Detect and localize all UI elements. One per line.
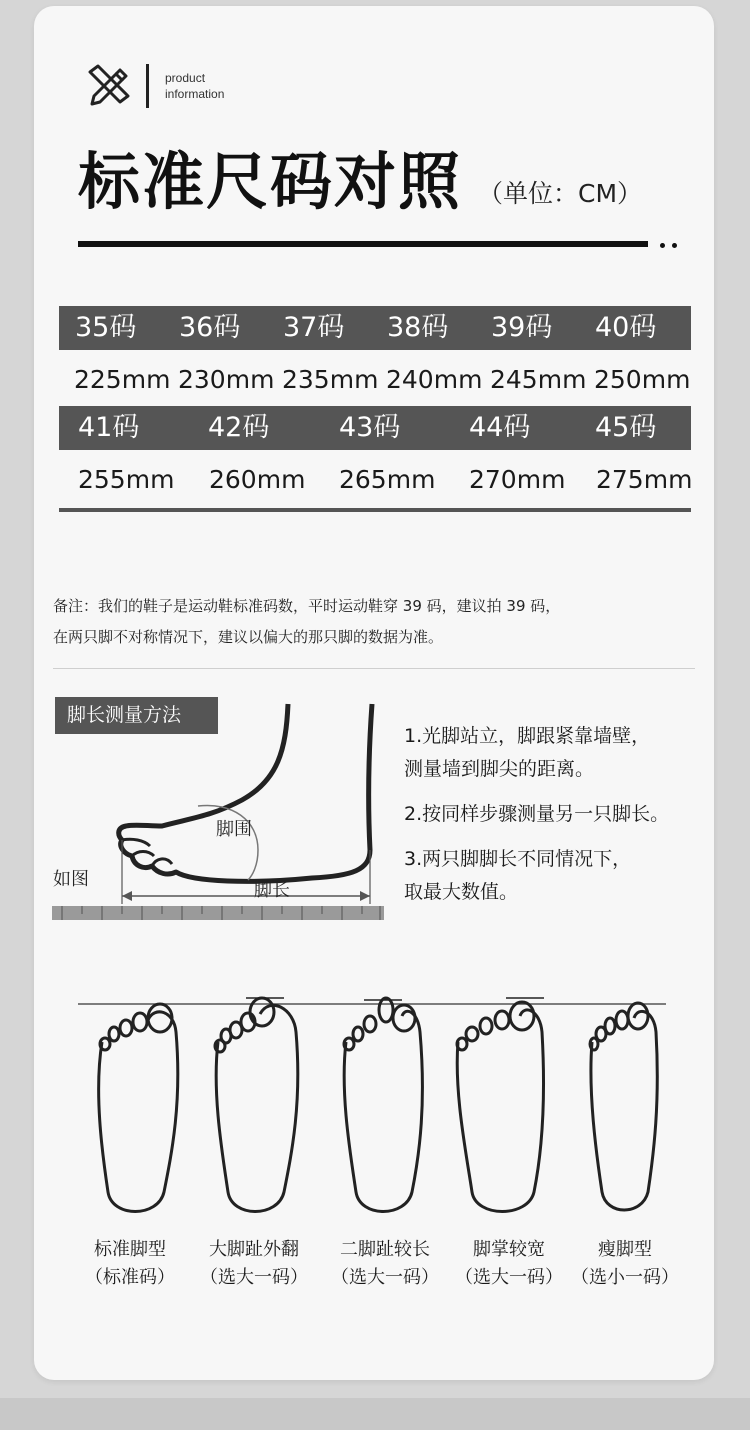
- foot-type-name: 二脚趾较长: [340, 1239, 430, 1260]
- size-cell: 45码: [595, 412, 657, 443]
- foot-slim: [590, 1003, 657, 1210]
- brand-line-2: information: [165, 87, 225, 101]
- title-underline: [78, 241, 648, 247]
- brand-line-1: product: [165, 71, 206, 85]
- foot-type-name: 大脚趾外翻: [209, 1239, 299, 1260]
- foot-standard: [99, 1004, 178, 1212]
- bottom-strip: [0, 1398, 750, 1430]
- mm-cell: 260mm: [209, 465, 306, 494]
- step-text: 2.按同样步骤测量另一只脚长。: [404, 803, 670, 825]
- foot-types-illustration: [78, 992, 668, 1224]
- measure-steps: [404, 720, 669, 921]
- length-label: 脚长: [254, 880, 290, 901]
- mm-cell: 270mm: [469, 465, 566, 494]
- foot-type-advice: （选大一码）: [455, 1267, 563, 1288]
- size-cell: 41码: [78, 412, 140, 443]
- mm-cell: 235mm: [282, 365, 379, 394]
- foot-type-label: [189, 1236, 319, 1292]
- size-cell: 38码: [387, 312, 449, 343]
- size-cell: 36码: [179, 312, 241, 343]
- mm-cell: 240mm: [386, 365, 483, 394]
- foot-type-advice: （选大一码）: [200, 1267, 308, 1288]
- size-cell: 44码: [469, 412, 531, 443]
- foot-type-advice: （选小一码）: [571, 1267, 679, 1288]
- size-cell: 43码: [339, 412, 401, 443]
- note-line-2: 在两只脚不对称情况下，建议以偏大的那只脚的数据为准。: [53, 628, 444, 646]
- size-mm-row-2: [59, 452, 691, 508]
- pencil-ruler-icon: [86, 62, 132, 108]
- girth-label: 脚围: [216, 819, 252, 840]
- section-divider: [53, 668, 695, 669]
- foot-type-label: [65, 1236, 195, 1292]
- note-text: [53, 591, 560, 653]
- size-cell: 35码: [75, 312, 137, 343]
- foot-type-advice: （选大一码）: [331, 1267, 439, 1288]
- as-shown-label: 如图: [53, 869, 89, 890]
- note-line-1: 备注：我们的鞋子是运动鞋标准码数，平时运动鞋穿 39 码，建议拍 39 码，: [53, 597, 561, 615]
- mm-cell: 225mm: [74, 365, 171, 394]
- foot-type-label: [320, 1236, 450, 1292]
- mm-cell: 255mm: [78, 465, 175, 494]
- foot-hallux-valgus: [215, 998, 298, 1212]
- mm-cell: 230mm: [178, 365, 275, 394]
- mm-cell: 245mm: [490, 365, 587, 394]
- unit-label: （单位：CM）: [478, 179, 643, 208]
- foot-type-advice: （标准码）: [85, 1267, 175, 1288]
- size-cell: 37码: [283, 312, 345, 343]
- step-text: 测量墙到脚尖的距离。: [404, 758, 595, 780]
- foot-type-name: 标准脚型: [94, 1239, 166, 1260]
- foot-wide-forefoot: [457, 998, 544, 1212]
- rule-dot: [660, 243, 665, 248]
- size-cell: 40码: [595, 312, 657, 343]
- mm-cell: 250mm: [594, 365, 691, 394]
- size-mm-row-1: [59, 352, 691, 408]
- mm-cell: 275mm: [596, 465, 693, 494]
- size-header-row-2: [59, 406, 691, 450]
- mm-cell: 265mm: [339, 465, 436, 494]
- foot-long-second-toe: [344, 998, 422, 1212]
- step-text: 1.光脚站立，脚跟紧靠墙壁，: [404, 725, 651, 747]
- page-title: 标准尺码对照: [78, 145, 463, 218]
- brand-text: [165, 70, 224, 102]
- size-cell: 39码: [491, 312, 553, 343]
- measure-method-tag: 脚长测量方法: [55, 697, 218, 734]
- foot-type-name: 瘦脚型: [598, 1239, 652, 1260]
- foot-type-label: [560, 1236, 690, 1292]
- step-text: 3.两只脚脚长不同情况下，: [404, 848, 632, 870]
- step-text: 取最大数值。: [404, 881, 519, 903]
- rule-dot: [672, 243, 677, 248]
- size-header-row-1: [59, 306, 691, 350]
- foot-type-name: 脚掌较宽: [473, 1239, 545, 1260]
- foot-type-label: [444, 1236, 574, 1292]
- logo-divider: [146, 64, 149, 108]
- table-bottom-rule: [59, 508, 691, 512]
- size-cell: 42码: [208, 412, 270, 443]
